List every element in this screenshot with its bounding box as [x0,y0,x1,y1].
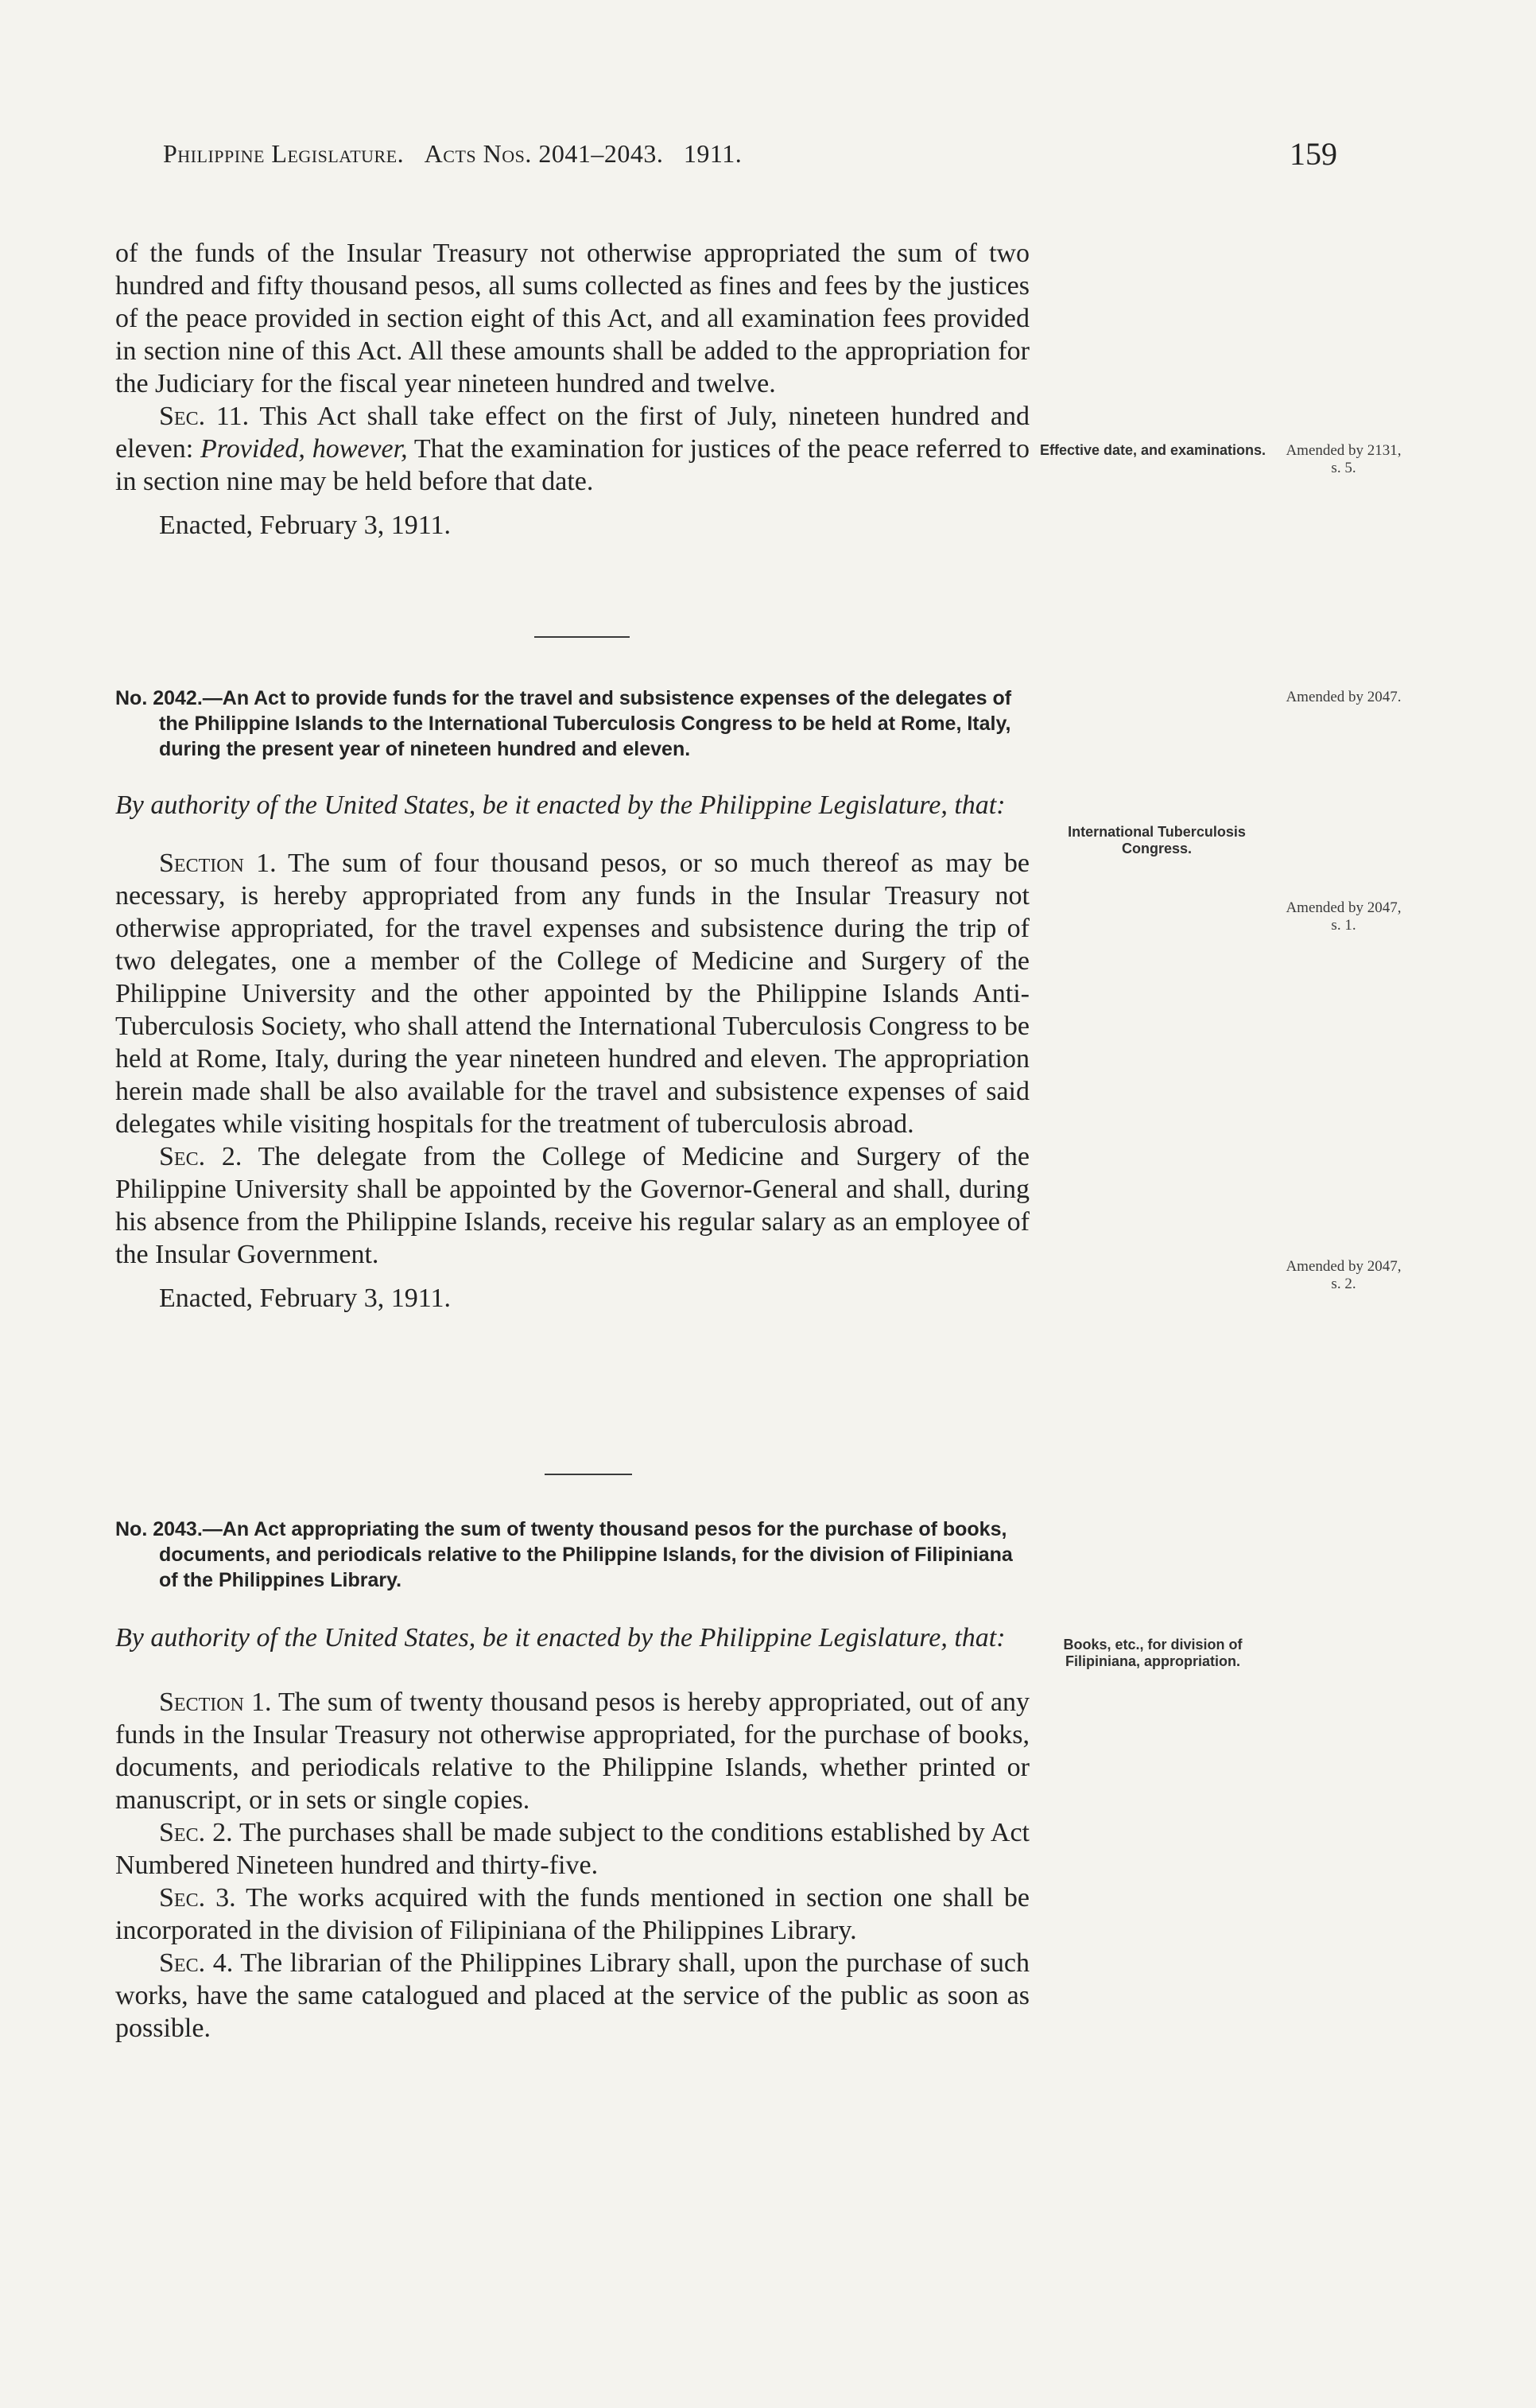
header-title: Philippine Legislature. [163,139,405,168]
amendment-note: Amended by 2047. [1286,689,1402,705]
proviso: Provided, however, [200,434,408,464]
enacting-clause: By authority of the United States, be it enacted by the Philippine Legislature, that: [115,1623,1006,1653]
act-2041-tail [115,237,1030,542]
section-text: That the examination for justices of the peace referred to in section nine may be held before that date. [115,434,1030,496]
act-2043-section-4 [115,1947,1030,2045]
enacted-date: Enacted, February 3, 1911. [159,511,451,540]
amendment-note: Amended by 2047, s. 1. [1286,899,1402,934]
section-text: The librarian of the Philippines Library shall, upon the purchase of such works, have the same catalogued and placed at the service of the public as soon as possible. [115,1948,1030,2043]
act-2041-section-11 [115,400,1030,498]
section-label: Sec. 4. [159,1948,234,1978]
section-text: The purchases shall be made subject to the conditions established by Act Numbered Nineteen hundred and thirty-five. [115,1818,1030,1880]
header-year: 1911. [683,139,743,168]
section-label: Sec. 11. [159,402,250,431]
act-2042 [115,686,1030,1315]
page-number: 159 [1290,136,1337,172]
act-title: No. 2043.—An Act appropriating the sum of twenty thousand pesos for the purchase of books, documents, and periodicals relative to the Philippine Islands, for the division of Filipiniana of the Philippines Library. [115,1518,1013,1591]
section-text: The sum of twenty thousand pesos is hereby appropriated, out of any funds in the Insular Treasury not otherwise appropriated, for the purchase of books, documents, and periodicals relative to the Philippine Islands, whether printed or manuscript, or in sets or single copies. [115,1688,1030,1815]
section-label: Sec. 2. [159,1142,242,1171]
act-2043-section-2 [115,1816,1030,1882]
margin-note-books: Books, etc., for division of Filipiniana, appropriation. [1063,1637,1243,1669]
section-text: The delegate from the College of Medicine and Surgery of the Philippine University shall be appointed by the Governor-General and shall, during his absence from the Philippine Islands, receive his regular salary as an employee of the Insular Government. [115,1142,1030,1269]
enacted-date: Enacted, February 3, 1911. [159,1284,451,1313]
section-text: The works acquired with the funds mentioned in section one shall be incorporated in the division of Filipiniana of the Philippines Library. [115,1883,1030,1945]
margin-note-effective-date: Effective date, and examinations. [1039,442,1266,458]
running-header [163,139,742,169]
act-2041-paragraph: of the funds of the Insular Treasury not otherwise appropriated the sum of two hundred and fifty thousand pesos, all sums collected as fines and fees by the justices of the peace provided in section eight of this Act, and all examination fees provided in section nine of this Act. All these amounts shall be added to the appropriation for the Judiciary for the fiscal year nineteen hundred and twelve. [115,239,1030,398]
act-2042-section-1 [115,847,1030,1140]
act-title: No. 2042.—An Act to provide funds for the travel and subsistence expenses of the delegates of the Philippine Islands to the International Tuberculosis Congress to be held at Rome, Italy, during the present year of nineteen hundred and eleven. [115,687,1012,760]
section-label: Section 1. [159,1688,272,1717]
section-label: Sec. 3. [159,1883,236,1913]
act-2043 [115,1517,1030,2045]
act-2043-section-1 [115,1686,1030,1816]
section-text: This Act shall take effect on the first of July, nineteen hundred and eleven: [115,402,1030,464]
header-acts: Acts Nos. 2041–2043. [424,139,664,168]
section-divider [534,636,630,638]
amendment-note: Amended by 2131, s. 5. [1286,442,1402,476]
section-divider [545,1474,632,1475]
act-2043-section-3 [115,1882,1030,1947]
amendment-note: Amended by 2047, s. 2. [1286,1258,1402,1292]
section-text: The sum of four thousand pesos, or so much thereof as may be necessary, is hereby appropriated from any funds in the Insular Treasury not otherwise appropriated, for the travel expenses and subsistence during the trip of two delegates, one a member of the College of Medicine and Surgery of the Philippine University and the other appointed by the Philippine Islands Anti-Tuberculosis Society, who shall attend the International Tuberculosis Congress to be held at Rome, Italy, during the year nineteen hundred and eleven. The appropriation herein made shall be also available for the travel and subsistence expenses of said delegates while visiting hospitals for the treatment of tuberculosis abroad. [115,849,1030,1139]
margin-note-congress: International Tuberculosis Congress. [1068,824,1246,856]
section-label: Sec. 2. [159,1818,233,1847]
enacting-clause: By authority of the United States, be it enacted by the Philippine Legislature, that: [115,790,1006,820]
act-2042-section-2 [115,1140,1030,1271]
section-label: Section 1. [159,849,277,878]
